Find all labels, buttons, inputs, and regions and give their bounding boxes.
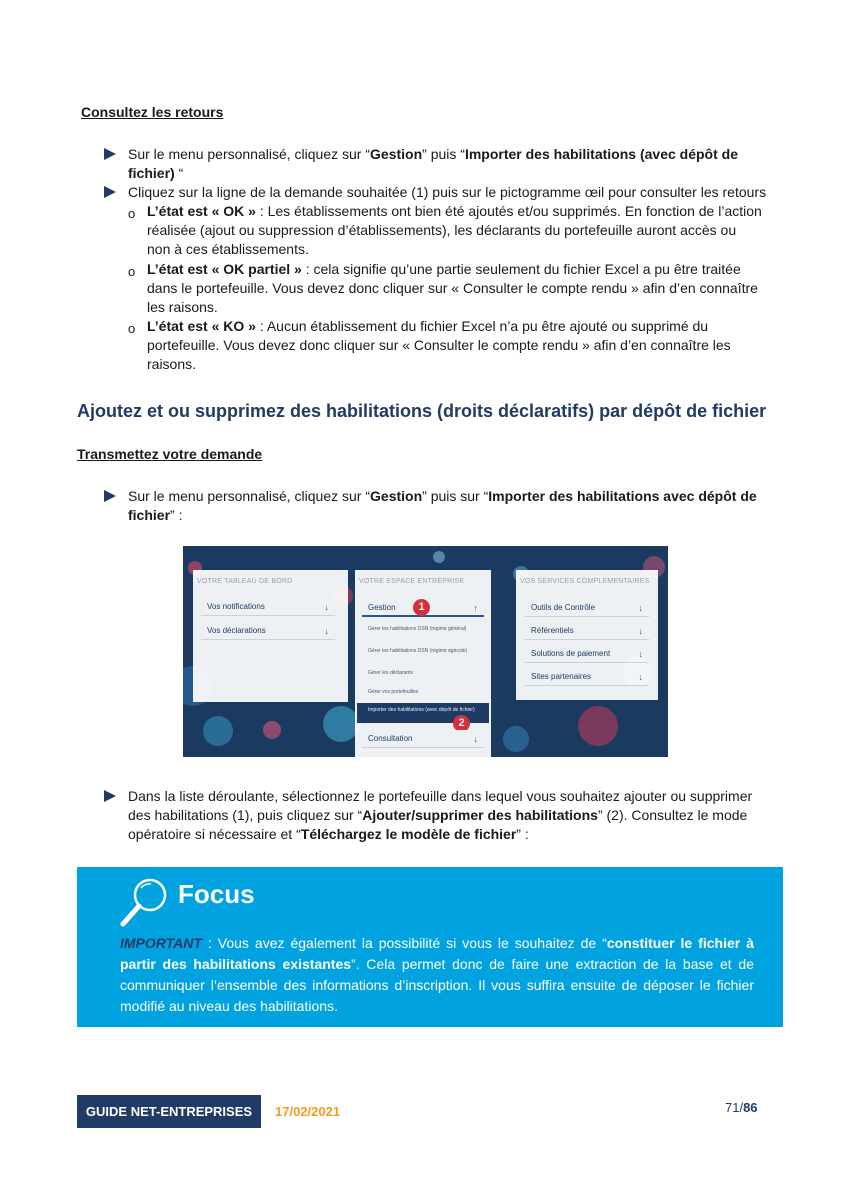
net-entreprises-menu-screenshot (183, 546, 668, 757)
menu-item-notifications[interactable]: Vos notifications ↓ (201, 598, 335, 616)
panel-title: VOTRE TABLEAU DE BORD (197, 578, 293, 585)
magnifier-icon (117, 874, 171, 930)
arrow-down-icon: ↓ (638, 672, 643, 682)
transmettez-heading: Transmettez votre demande (77, 446, 263, 462)
transmettez-bullet-1: Sur le menu personnalisé, cliquez sur “Gestion” puis sur “Importer des habilitations avec dépôt de fichier” : (128, 488, 757, 523)
menu-item-solutions-paiement[interactable]: Solutions de paiement ↓ (525, 645, 649, 663)
focus-box (77, 867, 783, 1027)
arrow-down-icon: ↓ (473, 734, 478, 744)
etat-ko: L’état est « KO » : Aucun établissement du fichier Excel n’a pu être ajouté ou supprimé du portefeuille. Vous devez donc cliquer sur « Consulter le compte rendu » afin d’en connaître les raisons. (147, 318, 731, 372)
focus-title: Focus (178, 879, 255, 909)
arrow-down-icon: ↓ (324, 626, 329, 636)
services-complementaires-panel (516, 570, 658, 700)
retours-bullet-2: Cliquez sur la ligne de la demande souhaitée (1) puis sur le pictogramme œil pour consulter les retours (128, 184, 767, 200)
circle-bullet-icon: o (128, 206, 136, 221)
footer-guide-label: GUIDE NET-ENTREPRISES (77, 1095, 261, 1128)
circle-bullet-icon: o (128, 264, 136, 279)
menu-item-referentiels[interactable]: Référentiels ↓ (525, 622, 649, 640)
submenu-item[interactable]: Gérer les habilitations DSN (régime agricole) (368, 648, 468, 654)
focus-text: IMPORTANT : Vous avez également la possibilité si vous le souhaitez de “constituer le fichier à partir des habilitations existantes”. Cela permet donc de faire une extraction de la base et de communiquer l’ensemble des informations d’inscription. Il vous suffira ensuite de déposer le fichier modifié au niveau des habilitations. (120, 935, 754, 1014)
bullet-arrow-icon (104, 148, 116, 160)
etat-ok-partiel: L’état est « OK partiel » : cela signifie qu’une partie seulement du fichier Excel a pu être traitée dans le portefeuille. Vous devez donc cliquer sur « Consulter le compte rendu » afin d’en connaître les raisons. (147, 261, 758, 315)
arrow-up-icon: ↑ (473, 603, 478, 613)
etat-ok: L’état est « OK » : Les établissements ont bien été ajoutés et/ou supprimés. En fonction de l’action réalisée (ajout ou suppression d’établissements), les déclarants du portefeuille auront accès ou non à ces établissements. (147, 203, 762, 257)
badge-2: 2 (453, 715, 470, 732)
bullet-arrow-icon (104, 790, 116, 802)
bullet-arrow-icon (104, 186, 116, 198)
menu-item-declarations[interactable]: Vos déclarations ↓ (201, 622, 335, 640)
arrow-down-icon: ↓ (324, 602, 329, 612)
retours-bullet-1: Sur le menu personnalisé, cliquez sur “Gestion” puis “Importer des habilitations (avec dépôt de fichier) “ (128, 146, 738, 181)
menu-item-gestion[interactable]: Gestion ↑ (362, 599, 484, 617)
menu-item-outils-controle[interactable]: Outils de Contrôle ↓ (525, 599, 649, 617)
arrow-down-icon: ↓ (638, 603, 643, 613)
submenu-item[interactable]: Gérer les déclarants (368, 670, 414, 676)
arrow-down-icon: ↓ (638, 649, 643, 659)
submenu-item-selected[interactable]: Importer des habilitations (avec dépôt de fichier) (357, 703, 489, 723)
tableau-de-bord-panel (193, 570, 348, 702)
circle-bullet-icon: o (128, 321, 136, 336)
panel-title: VOS SERVICES COMPLEMENTAIRES (520, 578, 650, 585)
retours-heading: Consultez les retours (81, 104, 224, 120)
badge-1: 1 (413, 599, 430, 616)
submenu-item[interactable]: Gérer vos portefeuilles (368, 689, 419, 695)
menu-item-sites-partenaires[interactable]: Sites partenaires ↓ (525, 668, 649, 686)
menu-item-consultation[interactable]: Consultation ↓ (362, 730, 484, 748)
bullet-arrow-icon (104, 490, 116, 502)
submenu-item[interactable]: Gérer les habilitations DSN (régime général) (368, 626, 467, 632)
arrow-down-icon: ↓ (638, 626, 643, 636)
espace-entreprise-panel (355, 570, 491, 757)
panel-title: VOTRE ESPACE ENTREPRISE (359, 578, 465, 585)
section-title: Ajoutez et ou supprimez des habilitations (droits déclaratifs) par dépôt de fichier (77, 401, 767, 421)
footer-page-number: 71/86 (725, 1100, 758, 1115)
footer-date: 17/02/2021 (275, 1104, 341, 1119)
transmettez-bullet-2: Dans la liste déroulante, sélectionnez le portefeuille dans lequel vous souhaitez ajouter ou supprimer des habilitations (1), puis cliquez sur “Ajouter/supprimer des habilitations” (2). Consultez le mode opératoire si nécessaire et “Téléchargez le modèle de fichier” : (128, 788, 753, 842)
